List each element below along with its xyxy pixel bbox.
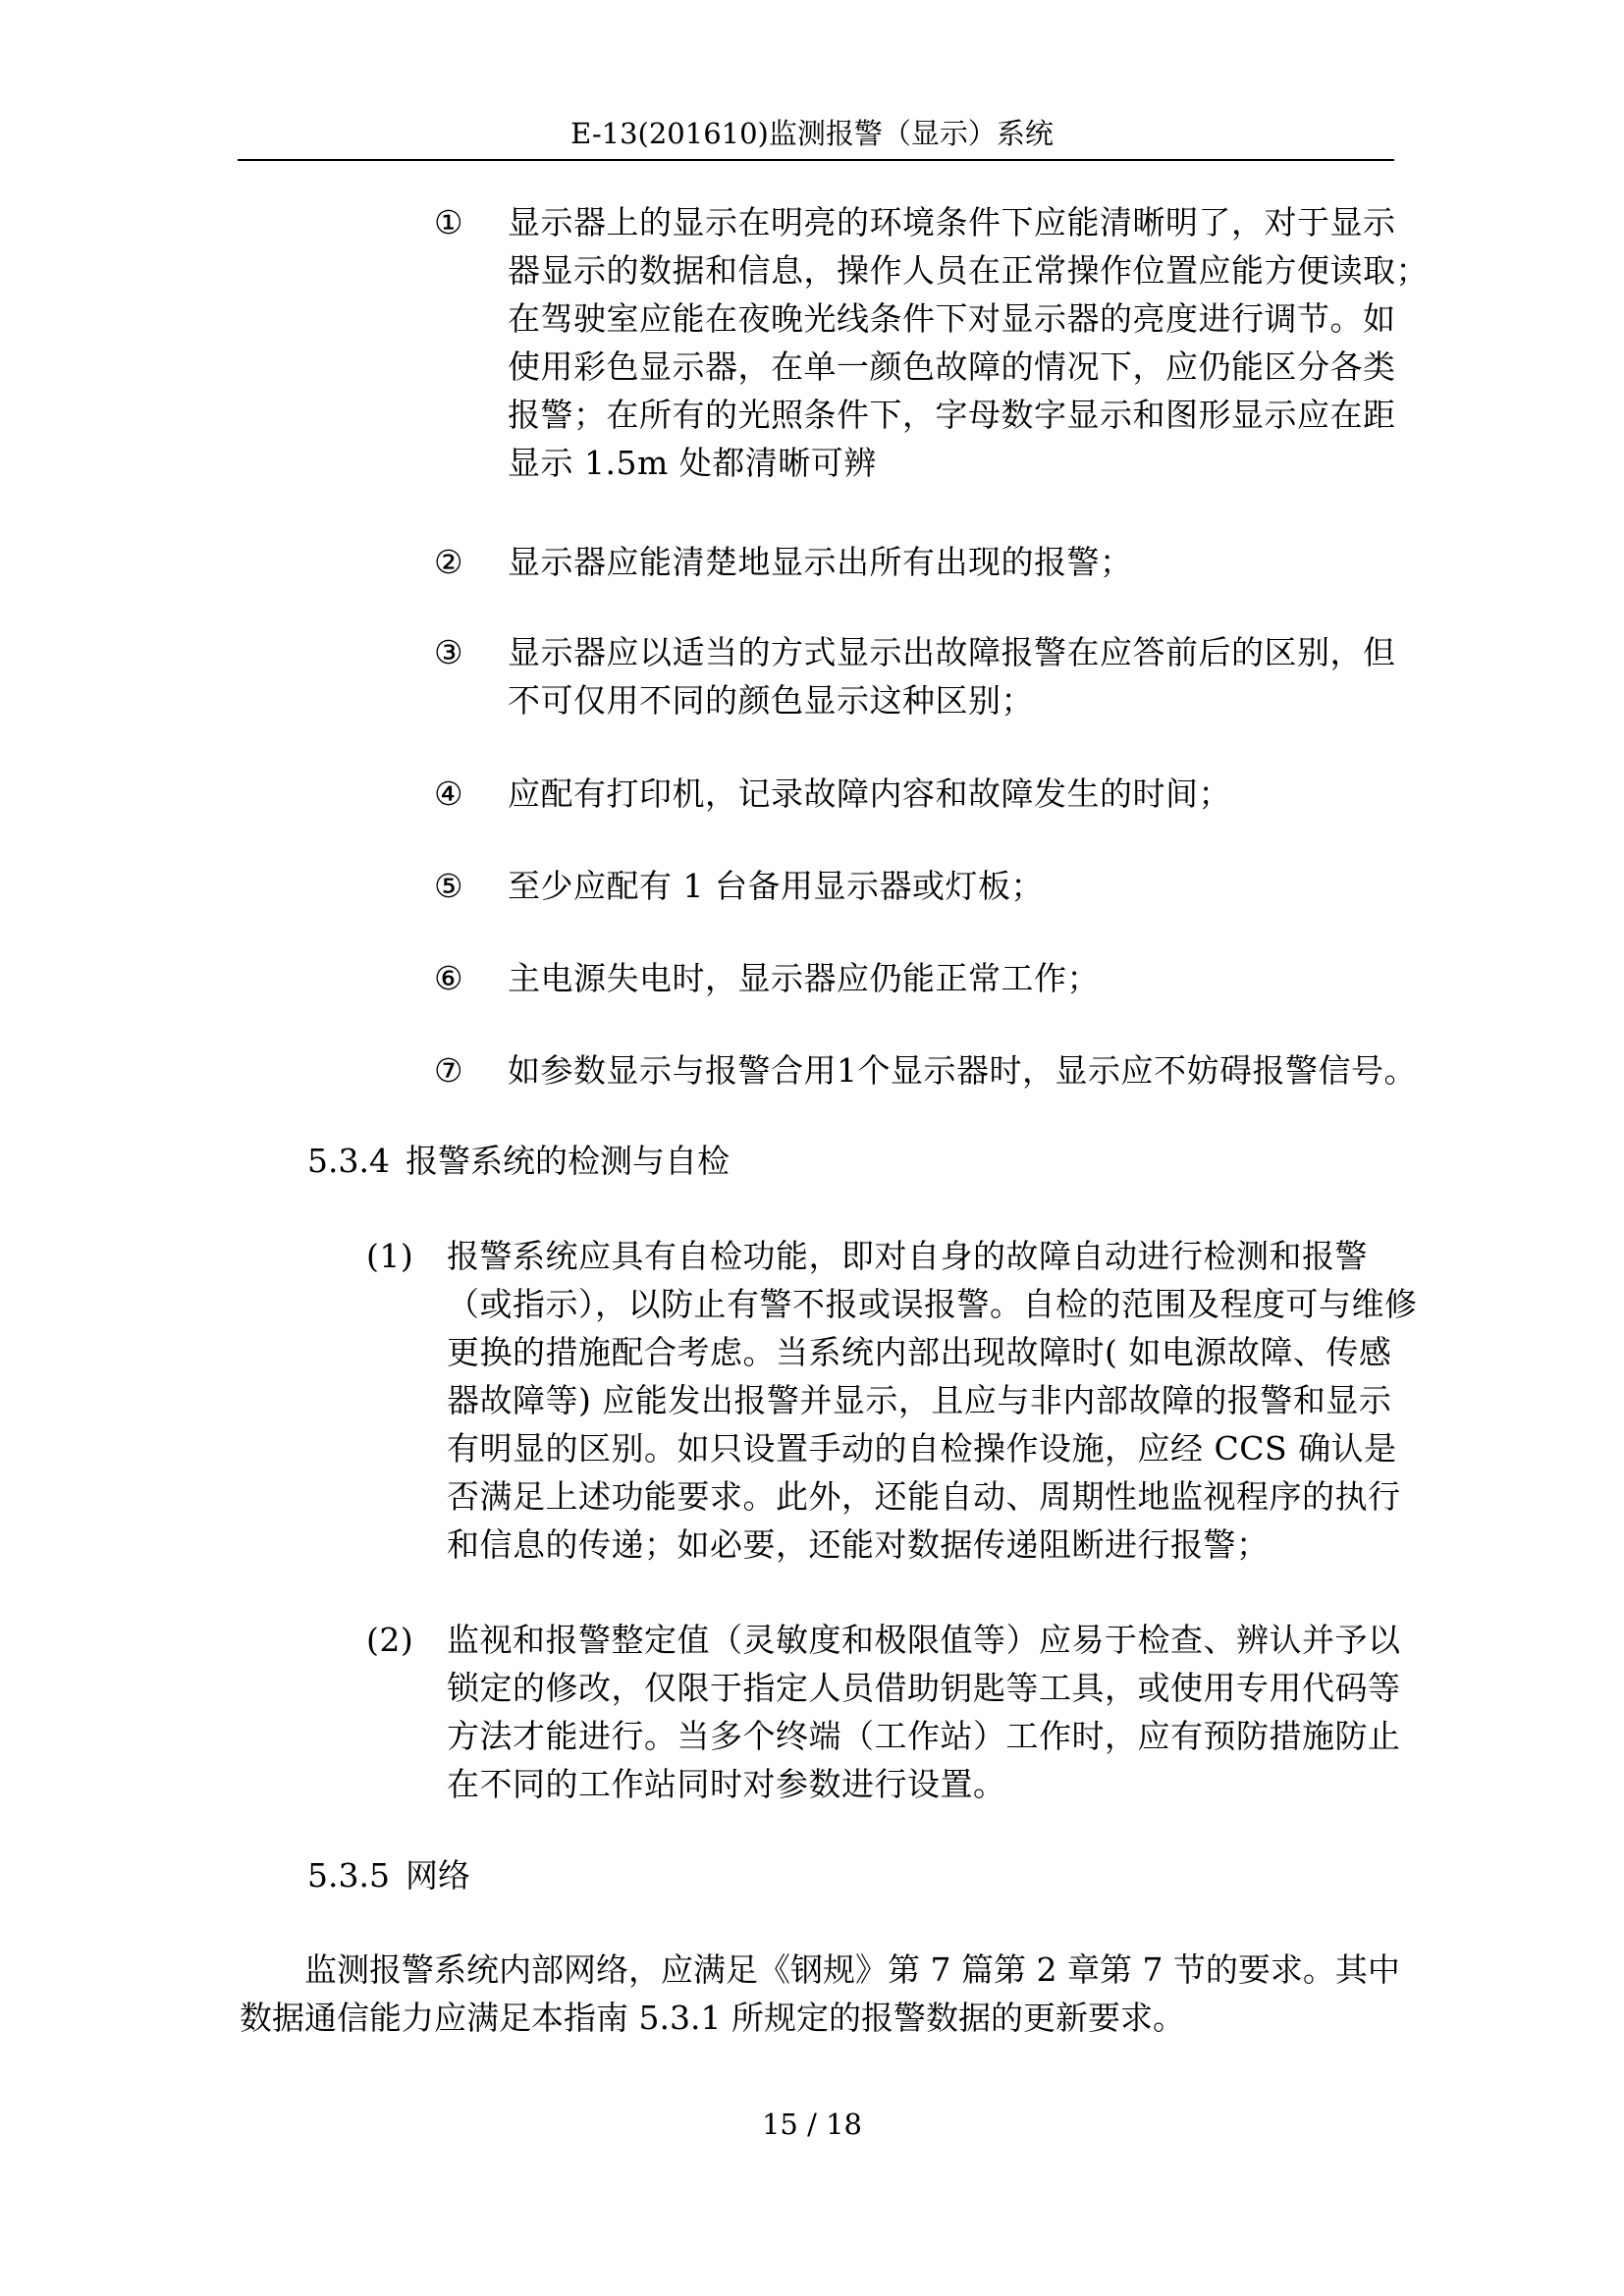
item-line: 方法才能进行。当多个终端（工作站）工作时，应有预防措施防止 bbox=[447, 1717, 1401, 1755]
item-number: ① bbox=[434, 203, 464, 241]
item-line: 在不同的工作站同时对参数进行设置。 bbox=[447, 1765, 1006, 1803]
item-line: 器故障等) 应能发出报警并显示，且应与非内部故障的报警和显示 bbox=[447, 1381, 1392, 1419]
item-number: (2) bbox=[366, 1621, 414, 1659]
header-divider bbox=[238, 159, 1394, 161]
section-title: 报警系统的检测与自检 bbox=[406, 1142, 730, 1180]
item-line: 报警系统应具有自检功能，即对自身的故障自动进行检测和报警 bbox=[447, 1237, 1368, 1275]
section-paragraph bbox=[240, 1946, 1400, 2042]
item-number: ⑤ bbox=[434, 867, 464, 905]
item-number: ⑥ bbox=[434, 959, 464, 997]
item-line: 显示器应能清楚地显示出所有出现的报警； bbox=[508, 543, 1133, 581]
item-line: 在驾驶室应能在夜晚光线条件下对显示器的亮度进行调节。如 bbox=[508, 299, 1396, 338]
paragraph-line: 监测报警系统内部网络，应满足《钢规》第 7 篇第 2 章第 7 节的要求。其中 bbox=[240, 1950, 1400, 1989]
item-line: 报警；在所有的光照条件下，字母数字显示和图形显示应在距 bbox=[508, 396, 1396, 434]
section-number: 5.3.4 bbox=[307, 1142, 390, 1180]
requirement-item-5 bbox=[434, 862, 1394, 910]
item-line: 否满足上述功能要求。此外，还能自动、周期性地监视程序的执行 bbox=[447, 1477, 1401, 1516]
item-line: 显示 1.5m 处都清晰可辨 bbox=[508, 444, 877, 482]
section-heading-5-3-4 bbox=[307, 1137, 730, 1185]
item-line: （或指示），以防止有警不报或误报警。自检的范围及程度可与维修 bbox=[447, 1285, 1418, 1323]
item-number: ⑦ bbox=[434, 1051, 464, 1090]
item-line: 应配有打印机，记录故障内容和故障发生的时间； bbox=[508, 774, 1231, 813]
item-line: 使用彩色显示器，在单一颜色故障的情况下，应仍能区分各类 bbox=[508, 347, 1396, 386]
requirement-item-6 bbox=[434, 954, 1394, 1002]
item-line: 显示器上的显示在明亮的环境条件下应能清晰明了，对于显示 bbox=[508, 203, 1396, 241]
item-number: ④ bbox=[434, 774, 464, 813]
requirement-item-1 bbox=[434, 198, 1429, 487]
section-title: 网络 bbox=[406, 1856, 470, 1895]
item-number: ③ bbox=[434, 633, 464, 671]
page-number: 15 / 18 bbox=[761, 2108, 862, 2141]
item-line: 有明显的区别。如只设置手动的自检操作设施，应经 CCS 确认是 bbox=[447, 1429, 1397, 1468]
item-line: 更换的措施配合考虑。当系统内部出现故障时( 如电源故障、传感 bbox=[447, 1333, 1392, 1371]
item-line: 器显示的数据和信息，操作人员在正常操作位置应能方便读取； bbox=[508, 251, 1429, 290]
section-heading-5-3-5 bbox=[307, 1851, 470, 1899]
section-number: 5.3.5 bbox=[307, 1856, 390, 1895]
item-line: 主电源失电时，显示器应仍能正常工作； bbox=[508, 959, 1100, 997]
item-line: 锁定的修改，仅限于指定人员借助钥匙等工具，或使用专用代码等 bbox=[447, 1669, 1401, 1707]
item-line: 至少应配有 1 台备用显示器或灯板； bbox=[508, 867, 1044, 905]
requirement-item-3 bbox=[434, 628, 1396, 724]
requirement-item-4 bbox=[434, 770, 1394, 818]
section-item-1 bbox=[366, 1232, 1418, 1569]
section-item-2 bbox=[366, 1616, 1401, 1808]
item-number: (1) bbox=[366, 1237, 414, 1275]
paragraph-line: 数据通信能力应满足本指南 5.3.1 所规定的报警数据的更新要求。 bbox=[240, 1999, 1185, 2037]
item-line: 如参数显示与报警合用1个显示器时，显示应不妨碍报警信号。 bbox=[508, 1051, 1417, 1090]
item-line: 不可仅用不同的颜色显示这种区别； bbox=[508, 681, 1034, 720]
requirement-item-7 bbox=[434, 1046, 1417, 1095]
page-header-title: E-13(201610)监测报警（显示）系统 bbox=[570, 117, 1054, 150]
item-line: 监视和报警整定值（灵敏度和极限值等）应易于检查、辨认并予以 bbox=[447, 1621, 1401, 1659]
item-line: 和信息的传递；如必要，还能对数据传递阻断进行报警； bbox=[447, 1525, 1270, 1564]
item-number: ② bbox=[434, 543, 464, 581]
item-line: 显示器应以适当的方式显示出故障报警在应答前后的区别，但 bbox=[508, 633, 1396, 671]
requirement-item-2 bbox=[434, 538, 1394, 586]
